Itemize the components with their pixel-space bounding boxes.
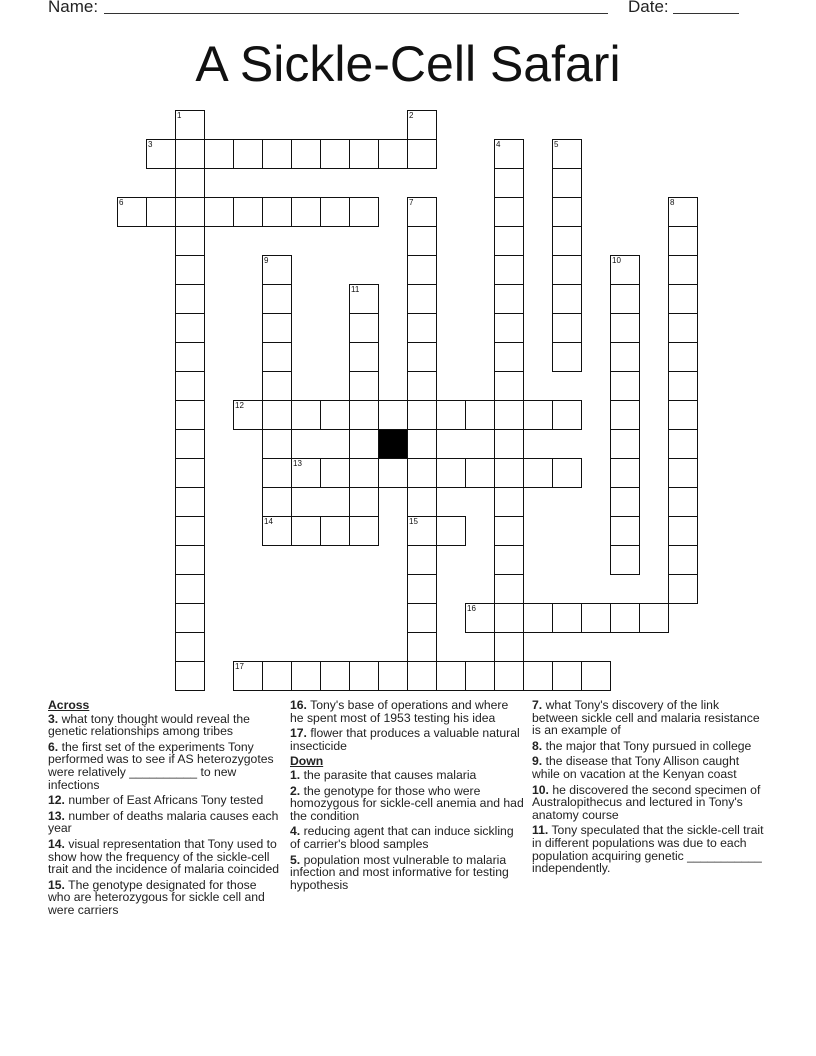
clue-text: the genotype for those who were homozygous for sickle-cell anemia and had the condition (290, 783, 524, 823)
grid-cell[interactable] (349, 284, 379, 314)
grid-cell[interactable] (668, 313, 698, 343)
clue-text: what Tony's discovery of the link between sickle cell and malaria resistance is an example of (532, 698, 760, 738)
grid-cell[interactable] (175, 603, 205, 633)
clue-text: flower that produces a valuable natural insecticide (290, 726, 520, 753)
grid-cell[interactable] (175, 168, 205, 198)
cell-number: 16 (467, 604, 476, 613)
clue-number: 3. (48, 711, 59, 726)
grid-cell[interactable] (552, 313, 582, 343)
grid-cell[interactable] (436, 400, 466, 430)
grid-cell[interactable] (233, 139, 263, 169)
grid-cell[interactable] (610, 400, 640, 430)
clue-number: 1. (290, 767, 301, 782)
grid-cell[interactable] (175, 197, 205, 227)
grid-cell[interactable] (175, 429, 205, 459)
grid-cell[interactable] (291, 400, 321, 430)
clue-number: 11. (532, 823, 549, 838)
grid-cell[interactable] (494, 458, 524, 488)
grid-cell[interactable] (668, 429, 698, 459)
grid-cell[interactable] (610, 342, 640, 372)
grid-cell[interactable] (668, 400, 698, 430)
clue-text: the disease that Tony Allison caught while on vacation at the Kenyan coast (532, 754, 740, 781)
grid-cell[interactable] (175, 342, 205, 372)
date-label: Date: (628, 0, 669, 16)
clue-item (48, 741, 280, 791)
grid-cell[interactable] (668, 487, 698, 517)
clue-number: 16. (290, 698, 307, 712)
grid-cell[interactable] (610, 284, 640, 314)
grid-cell[interactable] (262, 458, 292, 488)
cell-number: 6 (119, 198, 124, 207)
clue-item (290, 854, 524, 892)
grid-cell[interactable] (407, 313, 437, 343)
grid-cell[interactable] (610, 255, 640, 285)
grid-cell[interactable] (494, 516, 524, 546)
clue-number: 6. (48, 739, 59, 754)
grid-cell[interactable] (407, 516, 437, 546)
grid-cell[interactable] (494, 197, 524, 227)
grid-cell[interactable] (175, 110, 205, 140)
clue-number: 10. (532, 782, 549, 797)
grid-cell[interactable] (581, 661, 611, 691)
grid-cell[interactable] (262, 313, 292, 343)
clue-text: reducing agent that can induce sickling of carrier's blood samples (290, 824, 514, 851)
grid-cell[interactable] (291, 661, 321, 691)
cell-number: 1 (177, 111, 182, 120)
grid-cell[interactable] (320, 139, 350, 169)
grid-cell[interactable] (262, 661, 292, 691)
grid-cell[interactable] (291, 197, 321, 227)
grid-cell[interactable] (668, 371, 698, 401)
clue-item (48, 713, 280, 738)
puzzle-title: A Sickle-Cell Safari (195, 36, 621, 92)
grid-cell[interactable] (175, 226, 205, 256)
cell-number: 17 (235, 662, 244, 671)
clue-text: number of East Africans Tony tested (68, 793, 264, 808)
grid-cell[interactable] (407, 197, 437, 227)
clue-text: The genotype designated for those who are heterozygous for sickle cell and were carriers (48, 877, 265, 917)
grid-cell[interactable] (610, 429, 640, 459)
grid-cell[interactable] (262, 255, 292, 285)
grid-cell[interactable] (175, 139, 205, 169)
grid-cell[interactable] (494, 487, 524, 517)
grid-cell[interactable] (552, 197, 582, 227)
grid-cell[interactable] (494, 661, 524, 691)
grid-cell[interactable] (378, 661, 408, 691)
grid-cell[interactable] (378, 139, 408, 169)
grid-cell[interactable] (320, 197, 350, 227)
black-cell (378, 429, 408, 459)
clue-number: 14. (48, 836, 65, 851)
cell-number: 13 (293, 459, 302, 468)
grid-cell[interactable] (436, 458, 466, 488)
grid-cell[interactable] (668, 255, 698, 285)
grid-cell[interactable] (320, 516, 350, 546)
clue-number: 13. (48, 808, 65, 823)
clue-text: Tony's base of operations and where he spent most of 1953 testing his idea (290, 698, 509, 725)
grid-cell[interactable] (407, 139, 437, 169)
grid-cell[interactable] (175, 545, 205, 575)
grid-cell[interactable] (552, 342, 582, 372)
grid-cell[interactable] (407, 632, 437, 662)
clue-item (532, 784, 764, 822)
grid-cell[interactable] (407, 603, 437, 633)
clue-number: 9. (532, 754, 543, 769)
grid-cell[interactable] (552, 458, 582, 488)
clues-column-1 (48, 699, 280, 920)
grid-cell[interactable] (407, 284, 437, 314)
grid-cell[interactable] (610, 371, 640, 401)
grid-cell[interactable] (494, 226, 524, 256)
grid-cell[interactable] (552, 400, 582, 430)
grid-cell[interactable] (146, 139, 176, 169)
clue-number: 2. (290, 783, 301, 798)
grid-cell[interactable] (494, 168, 524, 198)
grid-cell[interactable] (668, 226, 698, 256)
grid-cell[interactable] (494, 139, 524, 169)
grid-cell[interactable] (262, 139, 292, 169)
grid-cell[interactable] (494, 342, 524, 372)
grid-cell[interactable] (552, 603, 582, 633)
grid-cell[interactable] (175, 632, 205, 662)
grid-cell[interactable] (175, 661, 205, 691)
grid-cell[interactable] (262, 400, 292, 430)
clue-text: he discovered the second specimen of Australopithecus and lectured in Tony's anatomy course (532, 782, 761, 822)
grid-cell[interactable] (175, 313, 205, 343)
grid-cell[interactable] (175, 458, 205, 488)
grid-cell[interactable] (494, 255, 524, 285)
grid-cell[interactable] (494, 400, 524, 430)
grid-cell[interactable] (494, 371, 524, 401)
grid-cell[interactable] (610, 603, 640, 633)
grid-cell[interactable] (494, 284, 524, 314)
grid-cell[interactable] (262, 429, 292, 459)
clue-text: the parasite that causes malaria (303, 767, 477, 782)
grid-cell[interactable] (233, 661, 263, 691)
grid-cell[interactable] (552, 168, 582, 198)
grid-cell[interactable] (610, 487, 640, 517)
clue-text: visual representation that Tony used to show how the frequency of the sickle-cell trait and the incidence of malaria coincided (48, 836, 280, 877)
grid-cell[interactable] (175, 371, 205, 401)
grid-cell[interactable] (407, 661, 437, 691)
grid-cell[interactable] (407, 255, 437, 285)
clue-number: 15. (48, 877, 65, 892)
grid-cell[interactable] (378, 400, 408, 430)
grid-cell[interactable] (668, 545, 698, 575)
clue-text: the major that Tony pursued in college (545, 738, 752, 753)
clue-number: 4. (290, 824, 301, 839)
grid-cell[interactable] (349, 458, 379, 488)
grid-cell[interactable] (407, 487, 437, 517)
across-heading: Across (48, 698, 90, 712)
clue-number: 12. (48, 793, 65, 808)
grid-cell[interactable] (407, 458, 437, 488)
grid-cell[interactable] (233, 197, 263, 227)
cell-number: 11 (351, 285, 360, 294)
cell-number: 10 (612, 256, 621, 265)
clue-item (48, 810, 280, 835)
grid-cell[interactable] (581, 603, 611, 633)
clue-item (290, 769, 524, 782)
grid-cell[interactable] (320, 400, 350, 430)
grid-cell[interactable] (610, 545, 640, 575)
cell-number: 12 (235, 401, 244, 410)
grid-cell[interactable] (552, 226, 582, 256)
grid-cell[interactable] (523, 661, 553, 691)
grid-cell[interactable] (233, 400, 263, 430)
grid-cell[interactable] (320, 458, 350, 488)
grid-cell[interactable] (465, 661, 495, 691)
grid-cell[interactable] (146, 197, 176, 227)
grid-cell[interactable] (494, 313, 524, 343)
grid-cell[interactable] (552, 284, 582, 314)
grid-cell[interactable] (465, 400, 495, 430)
grid-cell[interactable] (668, 284, 698, 314)
grid-cell[interactable] (262, 371, 292, 401)
clue-number: 17. (290, 726, 307, 741)
grid-cell[interactable] (668, 342, 698, 372)
grid-cell[interactable] (291, 139, 321, 169)
clue-text: Tony speculated that the sickle-cell trait in different populations was due to each population acquiring genetic ___________ independently. (532, 823, 764, 876)
cell-number: 4 (496, 140, 501, 149)
clue-item (290, 785, 524, 823)
grid-cell[interactable] (494, 603, 524, 633)
grid-cell[interactable] (349, 429, 379, 459)
grid-cell[interactable] (175, 255, 205, 285)
grid-cell[interactable] (262, 342, 292, 372)
grid-cell[interactable] (639, 603, 669, 633)
grid-cell[interactable] (465, 458, 495, 488)
grid-cell[interactable] (262, 284, 292, 314)
clue-item (290, 699, 524, 724)
grid-cell[interactable] (291, 458, 321, 488)
clue-text: population most vulnerable to malaria infection and most informative for testing hypothesis (290, 852, 509, 892)
grid-cell[interactable] (175, 487, 205, 517)
down-heading: Down (290, 754, 324, 769)
grid-cell[interactable] (494, 429, 524, 459)
clue-item (532, 824, 764, 874)
grid-cell[interactable] (175, 516, 205, 546)
grid-cell[interactable] (349, 661, 379, 691)
grid-cell[interactable] (610, 516, 640, 546)
clues-column-2 (290, 699, 524, 894)
grid-cell[interactable] (407, 371, 437, 401)
grid-cell[interactable] (291, 516, 321, 546)
grid-cell[interactable] (523, 400, 553, 430)
clue-text: what tony thought would reveal the genetic relationships among tribes (48, 711, 250, 739)
grid-cell[interactable] (175, 284, 205, 314)
clue-item (48, 879, 280, 917)
grid-cell[interactable] (349, 342, 379, 372)
clue-number: 8. (532, 738, 543, 753)
grid-cell[interactable] (610, 458, 640, 488)
grid-cell[interactable] (552, 255, 582, 285)
grid-cell[interactable] (407, 429, 437, 459)
clue-item (532, 755, 764, 780)
grid-cell[interactable] (378, 458, 408, 488)
grid-cell[interactable] (465, 603, 495, 633)
grid-cell[interactable] (610, 313, 640, 343)
grid-cell[interactable] (407, 226, 437, 256)
grid-cell[interactable] (204, 197, 234, 227)
grid-cell[interactable] (175, 400, 205, 430)
grid-cell[interactable] (523, 603, 553, 633)
cell-number: 3 (148, 140, 153, 149)
clue-item (290, 825, 524, 850)
grid-cell[interactable] (523, 458, 553, 488)
cell-number: 2 (409, 111, 414, 120)
clue-number: 7. (532, 698, 543, 712)
cell-number: 14 (264, 517, 273, 526)
grid-cell[interactable] (494, 632, 524, 662)
grid-cell[interactable] (117, 197, 147, 227)
grid-cell[interactable] (204, 139, 234, 169)
grid-cell[interactable] (349, 516, 379, 546)
cell-number: 8 (670, 198, 675, 207)
clue-number: 5. (290, 852, 301, 867)
cell-number: 9 (264, 256, 269, 265)
cell-number: 7 (409, 198, 414, 207)
grid-cell[interactable] (668, 197, 698, 227)
grid-cell[interactable] (668, 574, 698, 604)
grid-cell[interactable] (407, 342, 437, 372)
grid-cell[interactable] (349, 487, 379, 517)
clue-text: number of deaths malaria causes each year (48, 808, 279, 836)
clue-item (532, 740, 764, 753)
grid-cell[interactable] (494, 574, 524, 604)
clue-item (290, 727, 524, 752)
grid-cell[interactable] (349, 197, 379, 227)
grid-cell[interactable] (407, 110, 437, 140)
grid-cell[interactable] (552, 661, 582, 691)
cell-number: 15 (409, 517, 418, 526)
grid-cell[interactable] (436, 516, 466, 546)
clue-text: the first set of the experiments Tony performed was to see if AS heterozygotes were relatively __________ to new infections (48, 739, 274, 792)
grid-cell[interactable] (668, 458, 698, 488)
grid-cell[interactable] (494, 545, 524, 575)
grid-cell[interactable] (175, 574, 205, 604)
grid-cell[interactable] (320, 661, 350, 691)
grid-cell[interactable] (407, 545, 437, 575)
grid-cell[interactable] (349, 400, 379, 430)
grid-cell[interactable] (407, 574, 437, 604)
clues-column-3 (532, 699, 764, 878)
grid-cell[interactable] (668, 516, 698, 546)
clue-item (532, 699, 764, 737)
grid-cell[interactable] (349, 139, 379, 169)
grid-cell[interactable] (262, 516, 292, 546)
grid-cell[interactable] (436, 661, 466, 691)
grid-cell[interactable] (262, 197, 292, 227)
clue-item (48, 838, 280, 876)
grid-cell[interactable] (262, 487, 292, 517)
name-label: Name: (48, 0, 99, 16)
grid-cell[interactable] (349, 371, 379, 401)
clue-item (48, 794, 280, 807)
grid-cell[interactable] (407, 400, 437, 430)
grid-cell[interactable] (552, 139, 582, 169)
grid-cell[interactable] (349, 313, 379, 343)
cell-number: 5 (554, 140, 559, 149)
